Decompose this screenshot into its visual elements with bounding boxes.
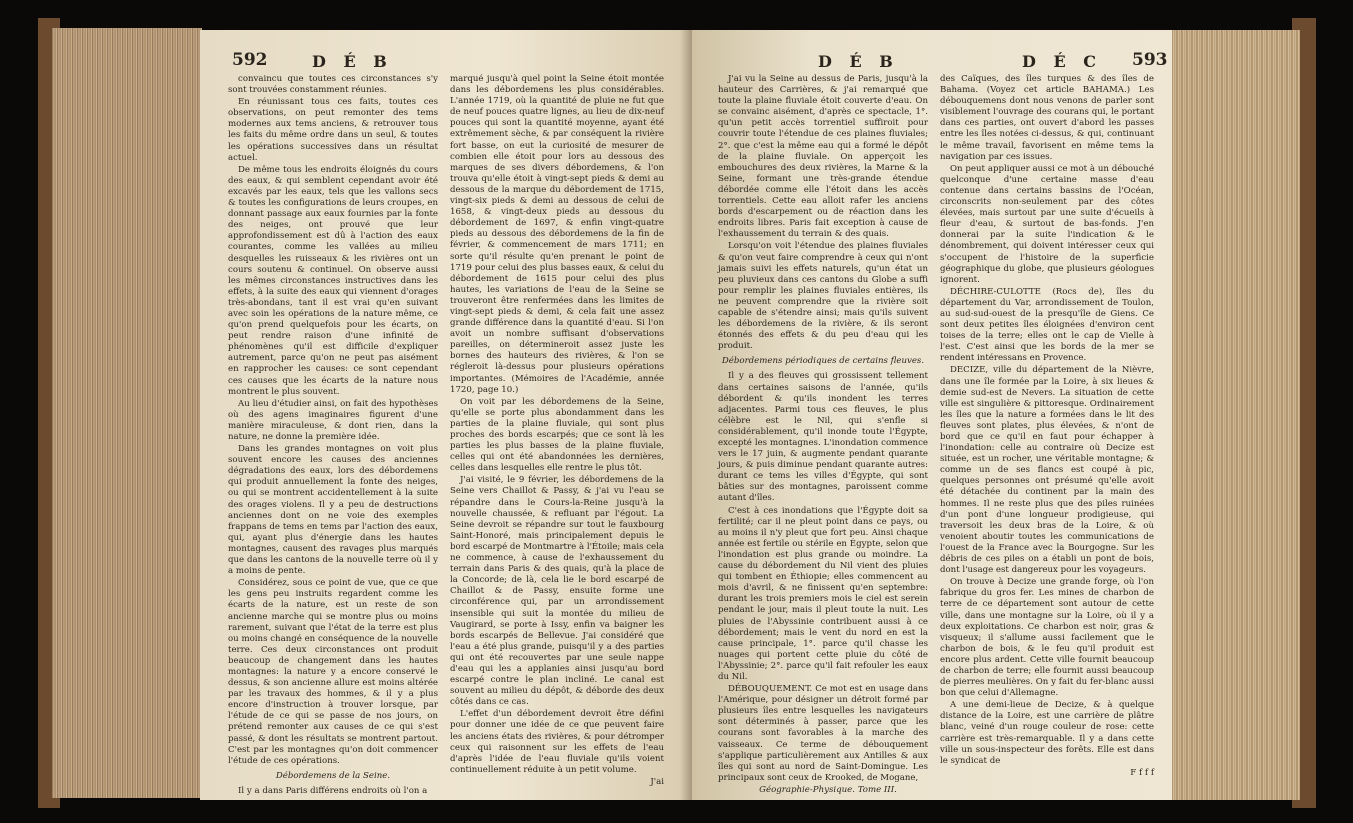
right-column-1 bbox=[718, 74, 928, 797]
paragraph: DECIZE, ville du département de la Nièvre, dans une île formée par la Loire, à six lieues & demie sud-est de Nevers. La situation de cette ville est singulière & pittoresque. Ordinairement les îles que la nature a formées dans le lit des fleuves sont plates, plus élevées, & n'ont de bord que ce qu'il en faut pour échapper à l'inondation: celle au contraire où Decize est située, est un rocher, une véritable montagne; & comme un de ses flancs est coupé à pic, quelques personnes ont présumé qu'elle avoit été détachée du continent par la main des hommes. Il ne reste plus que des piles ruinées d'un pont d'une longueur prodigieuse, qui traversoit les deux bras de la Loire, & où venoient aboutir toutes les communications de l'ouest de la France avec la Bourgogne. Sur les débris de ces piles on a établi un pont de bois, dont l'usage est dangereux pour les voyageurs. bbox=[940, 365, 1154, 576]
paragraph: J'ai vu la Seine au dessus de Paris, jusqu'à la hauteur des Carrières, & j'ai remarqué que toute la plaine fluviale étoit couverte d'eau. On se convainc aisément, d'après ce spectacle, 1°. qu'un petit accès torrentiel suffiroit pour couvrir toute l'étendue de ces plaines fluviales; 2°. que c'est la même eau qui a formé le dépôt de la plaine fluviale. On apperçoit les embouchures des deux rivières, la Marne & la Seine, formant une très-grande étendue débordée comme elle l'étoit dans les accès torrentiels. Cette eau alloit rafer les anciens bords d'escarpement ou de réaction dans les endroits libres. Paris fait exception à cause de l'exhaussement du terrain & des quais. bbox=[718, 74, 928, 240]
paragraph: Dans les grandes montagnes on voit plus souvent encore les causes des anciennes dégradations des eaux, lors des débordemens qui produit annuellement la fonte des neiges, ou qui se montrent accidentellement à la suite des orages violens. Il y a peu de destructions anciennes dont on ne voie des exemples frappans de tems en tems par l'action des eaux, qui, ayant plus d'énergie dans les hautes montagnes, causent des ravages plus marqués que dans les cantons de la nouvelle terre où il y a moins de pente. bbox=[228, 444, 438, 577]
paragraph: A une demi-lieue de Decize, & à quelque distance de la Loire, est une carrière de plâtre blanc, veiné d'un rouge couleur de rose: cette carrière est très-remarquable. Il y a dans cette ville un sous-inspecteur des forêts. Elle est dans le syndicat de bbox=[940, 700, 1154, 766]
running-head-left: D É B bbox=[818, 52, 899, 71]
left-column-2 bbox=[450, 74, 664, 789]
paragraph: des Caïques, des îles turques & des îles de Bahama. (Voyez cet article BAHAMA.) Les débouquemens dont nous venons de parler sont visiblement l'ouvrage des courans qui, le portant dans ces parties, ont ouvert d'abord les passes entre les îles notées ci-dessus, & qui, continuant le même travail, favorisent en même tems la navigation par ces issues. bbox=[940, 74, 1154, 162]
left-page-stack bbox=[52, 28, 202, 798]
paragraph: On trouve à Decize une grande forge, où l'on fabrique du gros fer. Les mines de charbon de terre de ce département sont autour de cette ville, dans une montagne sur la Loire, où il y a deux exploitations. Ce charbon est noir, gras & visqueux; il s'allume aussi facilement que le charbon de bois, & le feu qu'il produit est encore plus ardent. Cette ville fournit beaucoup de charbon de terre; elle fournit aussi beaucoup de pierres meulières. On y fait du fer-blanc aussi bon que celui d'Allemagne. bbox=[940, 577, 1154, 699]
paragraph: marqué jusqu'à quel point la Seine étoit montée dans les débordemens les plus considérables. L'année 1719, où la quantité de pluie ne fut que de neuf pouces quatre lignes, au lieu de dix-neuf pouces qui sont la quantité moyenne, ayant été extrêmement sèche, & par conséquent la rivière fort basse, on eut la curiosité de mesurer de combien elle étoit pour lors au dessous des marques de ses divers débordemens, & l'on trouva qu'elle étoit à vingt-sept pieds & demi au dessous de la marque du débordement de 1715, vingt-six pieds & demi au dessous de celui de 1658, & vingt-deux pieds au dessous du débordement de 1697, & enfin vingt-quatre pieds au dessous des débordemens de la fin de février, & commencement de mars 1711; en sorte qu'il résulte qu'en prenant le point de 1719 pour celui des plus basses eaux, & celui du débordement de 1615 pour celui des plus hautes, les variations de l'eau de la Seine se trouveront être renfermées dans les limites de vingt-sept pieds & demi, & cela fait une assez grande différence dans la quantité d'eau. Si l'on avoit un nombre suffisant d'observations pareilles, on détermineroit assez juste les bornes des hauteurs des rivières, & l'on se régleroit là-dessus pour plusieurs opérations importantes. (Mémoires de l'Académie, année 1720, page 10.) bbox=[450, 74, 664, 395]
paragraph: convaincu que toutes ces circonstances s'y sont trouvées constamment réunies. bbox=[228, 74, 438, 96]
paragraph: Considérez, sous ce point de vue, que ce que les gens peu instruits regardent comme les écarts de la nature, est un reste de son ancienne marche qui se montre plus ou moins rarement, suivant que l'état de la terre est plus ou moins changé en conséquence de la nouvelle terre. Ces deux circonstances ont produit beaucoup de changement dans les hautes montagnes: la nature y a encore conservé le dessus, & son ancienne allure est moins altérée par les travaux des hommes, & il y a plus encore d'instruction à trouver lorsque, par l'étude de ce qui se passe de nos jours, on prétend remonter aux causes de ce qui s'est passé, & dont les résultats se montrent partout. C'est par les montagnes qu'on doit commencer l'étude de ces opérations. bbox=[228, 578, 438, 766]
signature-mark: F f f f bbox=[1130, 767, 1154, 778]
paragraph: Il y a dans Paris différens endroits où l'on a bbox=[238, 785, 428, 796]
section-heading: Débordemens de la Seine. bbox=[275, 770, 391, 781]
page-number: 592 bbox=[232, 50, 268, 70]
paragraph: DÉBOUQUEMENT. Ce mot est en usage dans l'Amérique, pour désigner un détroit formé par plusieurs îles entre lesquelles les navigateurs sont déterminés à passer, parce que les courans sont favorables à la marche des vaisseaux. Ce terme de débouquement s'applique particulièrement aux Antilles & aux îles qui sont au nord de Saint-Domingue. Les principaux sont ceux de Krooked, de Mogane, bbox=[718, 684, 928, 783]
left-page bbox=[200, 30, 692, 800]
left-column-1 bbox=[228, 74, 438, 798]
footer-title: Géographie-Physique. Tome III. bbox=[759, 784, 897, 795]
paragraph: En réunissant tous ces faits, toutes ces observations, on peut remonter des tems modernes aux tems anciens, & retrouver tous les faits du même ordre dans un seul, & toutes les opérations successives dans un résultat actuel. bbox=[228, 97, 438, 163]
page-number: 593 bbox=[1132, 50, 1168, 70]
paragraph: J'ai visité, le 9 février, les débordemens de la Seine vers Chaillot & Passy, & j'ai vu l'eau se répandre dans le Cours-la-Reine jusqu'à la nouvelle chaussée, & refluant par l'égout. La Seine devroit se répandre sur tout le fauxbourg Saint-Honoré, mais principalement depuis le bord escarpé de Montmartre à l'Étoile; mais cela ne commence, à cause de l'exhaussement du terrain dans Paris & des quais, qu'à la place de la Concorde; de là, cela lie le bord escarpé de Chaillot & de Passy, ensuite forme une circonférence qui, par un arrondissement insensible qui suit la montée du milieu de Vaugirard, se porte à Issy, enfin va baigner les bords escarpés de Bellevue. J'ai considéré que l'eau a été plus grande, puisqu'il y a des parties qui ont été recouvertes par une seule nappe d'eau qui les a applanies ainsi jusqu'au bord escarpé contre le plan incliné. Le canal est souvent au milieu du dépôt, & déborde des deux côtés dans ce cas. bbox=[450, 475, 664, 708]
paragraph: DÉCHIRE-CULOTTE (Rocs de), îles du département du Var, arrondissement de Toulon, au sud-sud-ouest de la presqu'île de Giens. Ce sont deux petites îles éloignées d'environ cent toises de la terre; elles ont le cap de Vielle à l'est. C'est ainsi que les bords de la mer se rendent intéressans en Provence. bbox=[940, 286, 1154, 364]
paragraph: On peut appliquer aussi ce mot à un débouché quelconque d'une certaine masse d'eau contenue dans certains bassins de l'Océan, circonscrits non-seulement par des côtes élevées, mais surtout par une suite d'écueils à fleur d'eau, & surtout de bas-fonds. J'en donnerai par la suite l'indication & le dénombrement, qui doivent intéresser ceux qui s'occupent de l'histoire de la superficie géographique du globe, que plusieurs géologues ignorent. bbox=[940, 163, 1154, 285]
paragraph: L'effet d'un débordement devroit être défini pour donner une idée de ce que peuvent faire les anciens états des rivières, & pour détromper ceux qui raisonnent sur les effets de l'eau d'après l'idée de l'eau fluviale qu'ils voient continuellement réduite à un petit volume. bbox=[450, 709, 664, 775]
right-page bbox=[692, 30, 1172, 800]
paragraph: C'est à ces inondations que l'Égypte doit sa fertilité; car il ne pleut point dans ce pays, ou au moins il n'y pleut que fort peu. Ainsi chaque année est fertile ou stérile en Égypte, selon que l'inondation est plus grande ou moindre. La cause du débordement du Nil vient des pluies qui tombent en Éthiopie; elles commencent au mois d'avril, & ne finissent qu'en septembre: durant les trois premiers mois le ciel est serein pendant le jour, mais il pleut toute la nuit. Les pluies de l'Abyssinie contribuent aussi à ce débordement; mais le vent du nord en est la cause principale, 1°. parce qu'il chasse les nuages qui portent cette pluie du côté de l'Abyssinie; 2°. parce qu'il fait refouler les eaux du Nil. bbox=[718, 505, 928, 682]
section-heading: Débordemens périodiques de certains fleuves. bbox=[721, 356, 925, 367]
right-column-2 bbox=[940, 74, 1154, 780]
paragraph: Lorsqu'on voit l'étendue des plaines fluviales & qu'on veut faire comprendre à ceux qui n'ont jamais suivi les effets naturels, qu'un état un peu pluvieux dans ces cantons du Globe a suffi pour remplir les plaines fluviales entières, ils ne peuvent comprendre que la rivière soit capable de s'étendre ainsi; mais qu'ils suivent les débordemens de la rivière, & ils seront étonnés des effets & du peu d'eau qui les produit. bbox=[718, 241, 928, 352]
paragraph: Au lieu d'étudier ainsi, on fait des hypothèses où des agens imaginaires figurent d'une manière miraculeuse, & dont rien, dans la nature, ne donne la première idée. bbox=[228, 398, 438, 442]
paragraph: On voit par les débordemens de la Seine, qu'elle se porte plus abondamment dans les parties de la plaine fluviale, qui sont plus proches des bords escarpés; que ce sont là les parties les plus basses de la plaine fluviale, celles qui ont été abandonnées les dernières, celles dans lesquelles elle rentre le plus tôt. bbox=[450, 396, 664, 474]
catchword: J'ai bbox=[650, 776, 664, 787]
right-page-stack bbox=[1170, 30, 1300, 800]
paragraph: Il y a des fleuves qui grossissent tellement dans certaines saisons de l'année, qu'ils débordent & qu'ils inondent les terres adjacentes. Parmi tous ces fleuves, le plus célèbre est le Nil, qui s'enfle si considérablement, qu'il inonde toute l'Égypte, excepté les montagnes. L'inondation commence vers le 17 juin, & augmente pendant quarante jours, & puis diminue pendant quarante autres: durant ce tems les villes d'Égypte, qui sont bâties sur des montagnes, paroissent comme autant d'îles. bbox=[718, 371, 928, 504]
running-head-right: D É C bbox=[1022, 52, 1102, 71]
paragraph: De même tous les endroits éloignés du cours des eaux, & qui semblent cependant avoir été excavés par les eaux, tels que les vallons secs & toutes les configurations de leurs croupes, en donnant passage aux eaux fournies par la fonte des neiges, ont prouvé que leur approfondissement est dû à l'action des eaux courantes, comme les vallées au milieu desquelles les ruisseaux & les rivières ont un cours soutenu & continuel. On observe aussi les mêmes circonstances instructives dans les effets, à la suite des eaux qui viennent d'orages très-abondans, tant il est vrai qu'en suivant avec soin les opérations de la nature même, ce qu'on prend quelquefois pour les écarts, on peut rendre raison d'une infinité de phénomènes qu'il est difficile d'expliquer autrement, parce qu'on ne peut pas aisément en rapprocher les causes: ce sont cependant ces causes que les écarts de la nature nous montrent le plus souvent. bbox=[228, 164, 438, 397]
running-head: D É B bbox=[312, 52, 393, 71]
